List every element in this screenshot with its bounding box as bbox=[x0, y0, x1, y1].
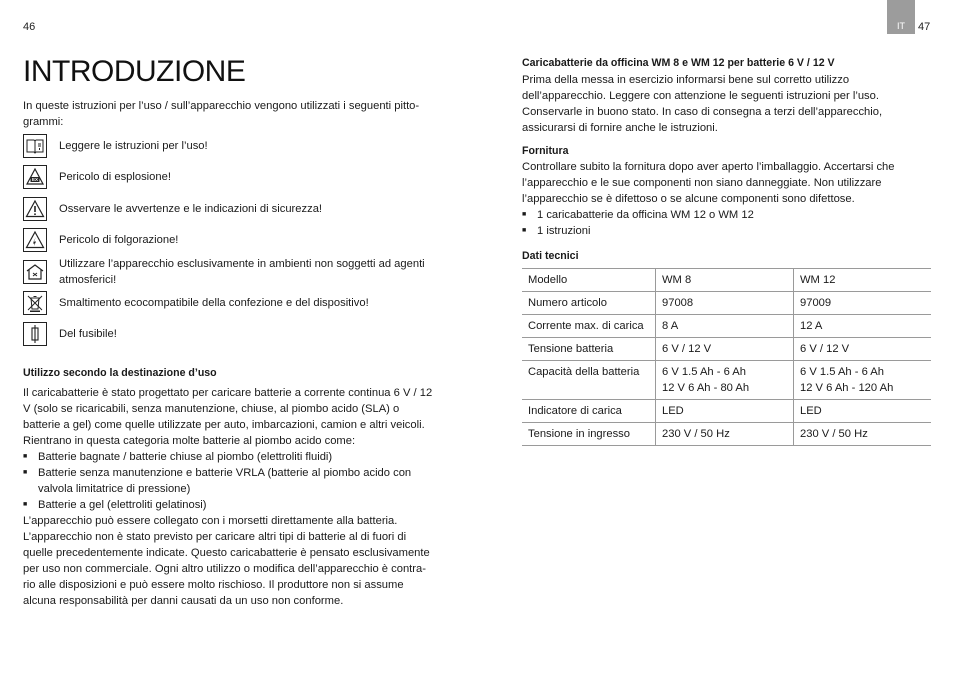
table-cell: LED bbox=[794, 400, 932, 423]
pictogram-text: Del fusibile! bbox=[59, 328, 117, 341]
table-cell: 6 V 1.5 Ah - 6 Ah 12 V 6 Ah - 120 Ah bbox=[794, 361, 932, 400]
table-cell: 6 V 1.5 Ah - 6 Ah 12 V 6 Ah - 80 Ah bbox=[656, 361, 794, 400]
use-heading: Utilizzo secondo la destinazione d’uso bbox=[23, 367, 217, 380]
pictogram-item bbox=[23, 321, 435, 347]
pictogram-item bbox=[23, 164, 435, 190]
pictogram-text: Utilizzare l’apparecchio esclusivamente in ambienti non soggetti ad agenti atmosferici! bbox=[59, 257, 425, 286]
use-paragraph-2: L’apparecchio può essere collegato con i morsetti direttamente alla batteria. L’apparecchio non è stato previsto per caricare altri tipi di batterie al di fuori di quelle precedentemente indicate. Questo caricabatterie è pensato esclusivamente per uso non commerciale. Ogni altro utilizzo o modifica dell’apparecchio è contra-rio alle disposizioni e può essere molto rischioso. Il produttore non si assume alcuna responsabilità per danni causati da un uso non conforme. bbox=[23, 515, 430, 608]
explosion-icon bbox=[23, 165, 47, 189]
table-cell: Corrente max. di carica bbox=[522, 315, 656, 338]
pictogram-item bbox=[23, 259, 435, 285]
table-cell: 230 V / 50 Hz bbox=[794, 423, 932, 446]
product-paragraph: Prima della messa in esercizio informarsi bene sul corretto utilizzo dell’apparecchio. Leggere con attenzione le seguenti istruzioni per l’uso. Conservarle in buono stato. In caso di consegna a terzi dell’apparecchio, assicurarsi di fornire anche le istruzioni. bbox=[522, 74, 883, 134]
language-tab bbox=[887, 0, 915, 34]
indoor-house-icon bbox=[23, 260, 47, 284]
pictogram-text: Osservare le avvertenze e le indicazioni di sicurezza! bbox=[59, 202, 323, 215]
pictogram-list bbox=[23, 133, 435, 347]
list-item: ■ Batterie senza manutenzione e batterie VRLA (batterie al piombo acido con valvola limitatrice di pressione) bbox=[23, 465, 435, 497]
table-cell: 230 V / 50 Hz bbox=[656, 423, 794, 446]
table-row bbox=[522, 423, 931, 446]
table-row bbox=[522, 400, 931, 423]
table-cell: Modello bbox=[522, 269, 656, 292]
fuse-icon bbox=[23, 322, 47, 346]
list-item: ■ Batterie a gel (elettroliti gelatinosi) bbox=[23, 497, 435, 513]
table-row bbox=[522, 338, 931, 361]
table-cell: 12 A bbox=[794, 315, 932, 338]
pictogram-text: Pericolo di folgorazione! bbox=[59, 234, 179, 247]
table-cell: Capacità della batteria bbox=[522, 361, 656, 400]
page-number-left: 46 bbox=[23, 21, 36, 33]
page-title: INTRODUZIONE bbox=[23, 55, 246, 88]
supply-paragraph: Controllare subito la fornitura dopo aver aperto l’imballaggio. Accertarsi che l’apparecchio e le sue componenti non siano danneggiate. Non utilizzare l’apparecchio se è difettoso o se alcune componenti sono difettose. bbox=[522, 161, 895, 205]
table-cell: Tensione batteria bbox=[522, 338, 656, 361]
table-cell: 8 A bbox=[656, 315, 794, 338]
tech-data-table bbox=[522, 268, 931, 446]
right-column bbox=[522, 57, 931, 446]
pictogram-item bbox=[23, 290, 435, 316]
explosion-icon-label: EX bbox=[31, 177, 39, 183]
tech-data-heading: Dati tecnici bbox=[522, 250, 579, 262]
lightning-icon bbox=[23, 228, 47, 252]
table-row bbox=[522, 361, 931, 400]
table-cell: 97009 bbox=[794, 292, 932, 315]
battery-type-list bbox=[23, 449, 435, 513]
table-row bbox=[522, 315, 931, 338]
table-cell: Tensione in ingresso bbox=[522, 423, 656, 446]
supply-heading: Fornitura bbox=[522, 145, 569, 157]
page-number-right: 47 bbox=[918, 21, 931, 33]
table-cell: WM 12 bbox=[794, 269, 932, 292]
list-item: ■ 1 caricabatterie da officina WM 12 o WM 12 bbox=[522, 207, 931, 223]
left-column bbox=[23, 54, 435, 609]
pictogram-text: Pericolo di esplosione! bbox=[59, 171, 171, 184]
pictogram-item bbox=[23, 133, 435, 159]
table-cell: Indicatore di carica bbox=[522, 400, 656, 423]
crossed-bin-icon bbox=[23, 291, 47, 315]
list-item: ■ 1 istruzioni bbox=[522, 223, 931, 239]
table-cell: WM 8 bbox=[656, 269, 794, 292]
table-cell: 6 V / 12 V bbox=[656, 338, 794, 361]
use-paragraph-1: Il caricabatterie è stato progettato per caricare batterie a corrente continua 6 V / 12 V (solo se ricaricabili, senza manutenzione, chiuse, al piombo acido (SLA) o batterie a gel) come quelle utilizzate per auto, imbarcazioni, camion e altri veicoli. Rientrano in questa categoria molte batterie al piombo acido come: bbox=[23, 387, 433, 448]
pictogram-item bbox=[23, 227, 435, 253]
table-cell: 97008 bbox=[656, 292, 794, 315]
table-cell: Numero articolo bbox=[522, 292, 656, 315]
product-heading: Caricabatterie da officina WM 8 e WM 12 per batterie 6 V / 12 V bbox=[522, 57, 835, 69]
book-icon bbox=[23, 134, 47, 158]
table-cell: LED bbox=[656, 400, 794, 423]
supply-list bbox=[522, 207, 931, 239]
table-row bbox=[522, 292, 931, 315]
language-tab-label: IT bbox=[897, 21, 905, 31]
pictogram-text: Smaltimento ecocompatibile della confezione e del dispositivo! bbox=[59, 296, 369, 309]
list-item: ■ Batterie bagnate / batterie chiuse al piombo (elettroliti fluidi) bbox=[23, 449, 435, 465]
pictogram-item bbox=[23, 196, 435, 222]
table-row bbox=[522, 269, 931, 292]
intro-text: In queste istruzioni per l’uso / sull’apparecchio vengono utilizzati i seguenti pitto-grammi: bbox=[23, 100, 420, 128]
warning-icon bbox=[23, 197, 47, 221]
table-cell: 6 V / 12 V bbox=[794, 338, 932, 361]
pictogram-text: Leggere le istruzioni per l’uso! bbox=[59, 140, 208, 152]
